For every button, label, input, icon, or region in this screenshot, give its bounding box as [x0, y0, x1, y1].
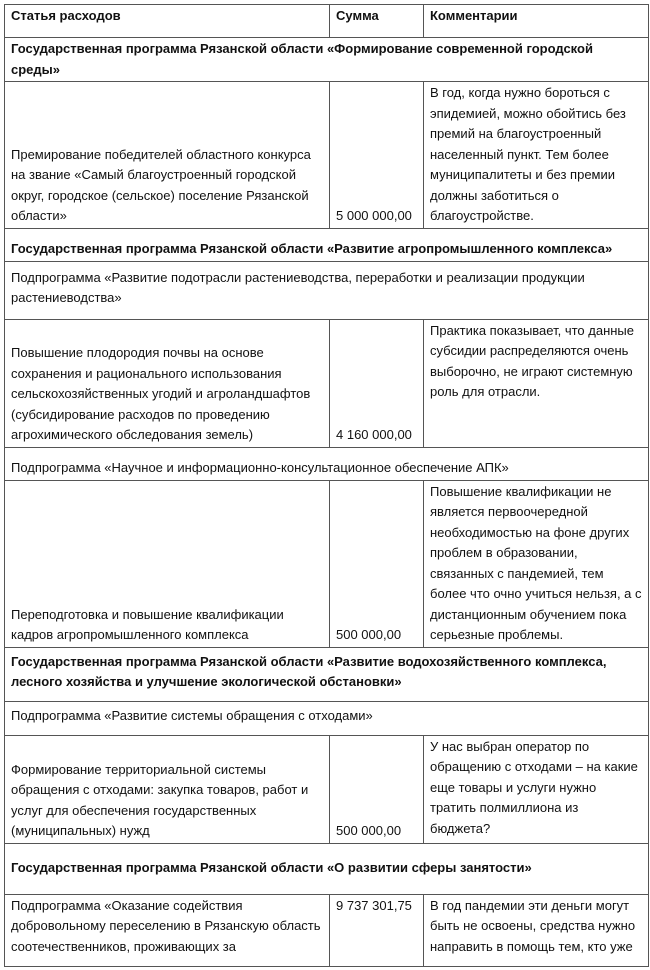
header-item: Статья расходов	[5, 5, 330, 38]
table-row	[5, 319, 649, 447]
subprogram-row	[5, 447, 649, 480]
table-row	[5, 735, 649, 843]
program-title: Государственная программа Рязанской области «Развитие водохозяйственного комплекса, лесного хозяйства и улучшение экологической обстановки»	[5, 647, 649, 701]
subprogram-row	[5, 261, 649, 319]
table-row	[5, 894, 649, 966]
program-title: Государственная программа Рязанской области «О развитии сферы занятости»	[5, 843, 649, 894]
row-sum: 4 160 000,00	[330, 319, 424, 447]
row-comment: В год пандемии эти деньги могут быть не освоены, средства нужно направить в помощь тем, кто уже	[424, 894, 649, 966]
program-row	[5, 647, 649, 701]
row-sum: 500 000,00	[330, 735, 424, 843]
row-comment: Практика показывает, что данные субсидии распределяются очень выборочно, не играют системную роль для отрасли.	[424, 319, 649, 447]
row-item: Повышение плодородия почвы на основе сохранения и рационального использования сельскохозяйственных угодий и агроландшафтов (субсидирование расходов по проведению агрохимического обследования земель)	[5, 319, 330, 447]
header-sum: Сумма	[330, 5, 424, 38]
table-row	[5, 82, 649, 229]
subprogram-row	[5, 701, 649, 735]
row-item: Подпрограмма «Оказание содействия добровольному переселению в Рязанскую область соотечественников, проживающих за	[5, 894, 330, 966]
subprogram-title: Подпрограмма «Развитие системы обращения с отходами»	[5, 701, 649, 735]
header-comment: Комментарии	[424, 5, 649, 38]
subprogram-title: Подпрограмма «Научное и информационно-консультационное обеспечение АПК»	[5, 447, 649, 480]
table-header-row	[5, 5, 649, 38]
program-row	[5, 38, 649, 82]
row-comment: У нас выбран оператор по обращению с отходами – на какие еще товары и услуги нужно тратить полмиллиона из бюджета?	[424, 735, 649, 843]
program-title: Государственная программа Рязанской области «Формирование современной городской среды»	[5, 38, 649, 82]
table-row	[5, 480, 649, 647]
row-sum: 5 000 000,00	[330, 82, 424, 229]
row-item: Формирование территориальной системы обращения с отходами: закупка товаров, работ и услуг для обеспечения государственных (муниципальных) нужд	[5, 735, 330, 843]
row-item: Переподготовка и повышение квалификации кадров агропромышленного комплекса	[5, 480, 330, 647]
row-sum: 500 000,00	[330, 480, 424, 647]
row-comment: В год, когда нужно бороться с эпидемией, можно обойтись без премий на благоустроенный населенный пункт. Тем более муниципалитеты и без премии должны заботиться о благоустройстве.	[424, 82, 649, 229]
row-item: Премирование победителей областного конкурса на звание «Самый благоустроенный городской округ, городское (сельское) поселение Рязанской области»	[5, 82, 330, 229]
program-row	[5, 228, 649, 261]
subprogram-title: Подпрограмма «Развитие подотрасли растениеводства, переработки и реализации продукции растениеводства»	[5, 261, 649, 319]
budget-table	[4, 4, 649, 967]
row-comment: Повышение квалификации не является первоочередной необходимостью на фоне других проблем в образовании, связанных с пандемией, тем более что очно учиться нельзя, а с дистанционным обучением пока серьезные проблемы.	[424, 480, 649, 647]
row-sum: 9 737 301,75	[330, 894, 424, 966]
program-title: Государственная программа Рязанской области «Развитие агропромышленного комплекса»	[5, 228, 649, 261]
program-row	[5, 843, 649, 894]
